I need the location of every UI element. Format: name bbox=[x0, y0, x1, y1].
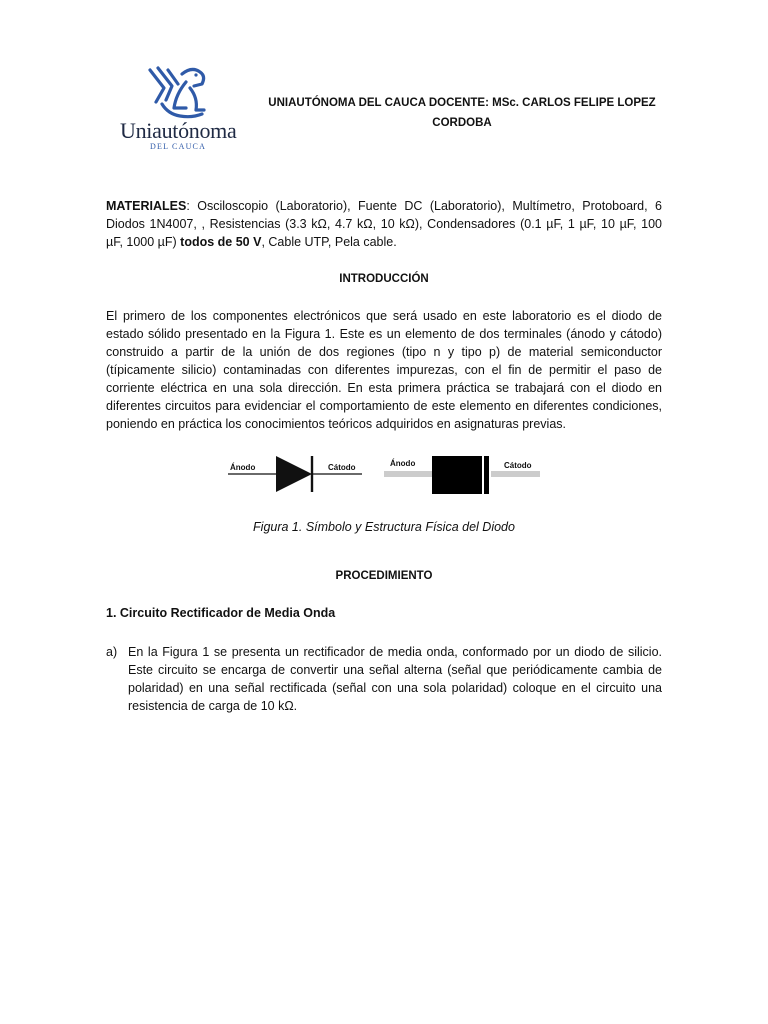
materials-label: MATERIALES bbox=[106, 199, 187, 213]
procedure-heading: PROCEDIMIENTO bbox=[335, 570, 433, 582]
materials-text: : Osciloscopio (Laboratorio), Fuente DC (Laboratorio), Multímetro, Protoboard, 6 Diodos 1N4007, , Resistencias (3.3 kΩ, 4.7 kΩ, 10 kΩ), Condensadores (0.1 µF, 1 µF, 10 µF, 100 µF, 1000 µF) bbox=[106, 199, 662, 249]
document-header-title: UNIAUTÓNOMA DEL CAUCA DOCENTE: MSc. CARLOS FELIPE LOPEZ CORDOBA bbox=[268, 97, 656, 129]
structure-anode-label: Ánodo bbox=[390, 459, 416, 468]
griffin-logo-icon bbox=[146, 64, 212, 120]
structure-cathode-label: Cátodo bbox=[504, 461, 532, 470]
procedure-subheading: 1. Circuito Rectificador de Media Onda bbox=[106, 606, 336, 620]
materials-paragraph bbox=[106, 197, 662, 251]
materials-bold-text: todos de 50 V bbox=[180, 235, 262, 249]
symbol-cathode-label: Cátodo bbox=[328, 463, 356, 472]
diode-structure bbox=[384, 456, 540, 494]
introduction-heading: INTRODUCCIÓN bbox=[339, 273, 429, 285]
logo-wordmark: Uniautónoma bbox=[120, 118, 237, 143]
introduction-paragraph: El primero de los componentes electrónicos que será usado en este laboratorio es el diodo de estado sólido presentado en la Figura 1. Este es un elemento de dos terminales (ánodo y cátodo) construido a partir de la unión de dos regiones (tipo n y tipo p) de material semiconductor (típicamente silicio) contaminadas con diferentes impurezas, con el fin de permitir el paso de corriente eléctrica en una sola dirección. En esta primera práctica se trabajará con el diodo en diferentes circuitos para evidenciar el comportamiento de este elemento en diferentes condiciones, poniendo en práctica los conocimientos teóricos adquiridos en asignaturas previas. bbox=[106, 309, 662, 431]
university-logo bbox=[116, 60, 242, 154]
materials-text-end: , Cable UTP, Pela cable. bbox=[261, 235, 397, 249]
list-item-marker: a) bbox=[106, 645, 118, 659]
list-item-text: En la Figura 1 se presenta un rectificador de media onda, conformado por un diodo de silicio. Este circuito se encarga de convertir una señal alterna (señal que periódicamente cambia de polaridad) en una señal rectificada (señal con una sola polaridad) coloque en el circuito una resistencia de carga de 10 kΩ. bbox=[128, 645, 662, 713]
diode-figure bbox=[222, 448, 548, 502]
figure-caption: Figura 1. Símbolo y Estructura Física del Diodo bbox=[253, 520, 515, 534]
list-item bbox=[106, 643, 662, 715]
symbol-anode-label: Ánodo bbox=[230, 463, 256, 472]
diode-symbol bbox=[228, 456, 362, 492]
logo-subline: DEL CAUCA bbox=[150, 142, 207, 151]
